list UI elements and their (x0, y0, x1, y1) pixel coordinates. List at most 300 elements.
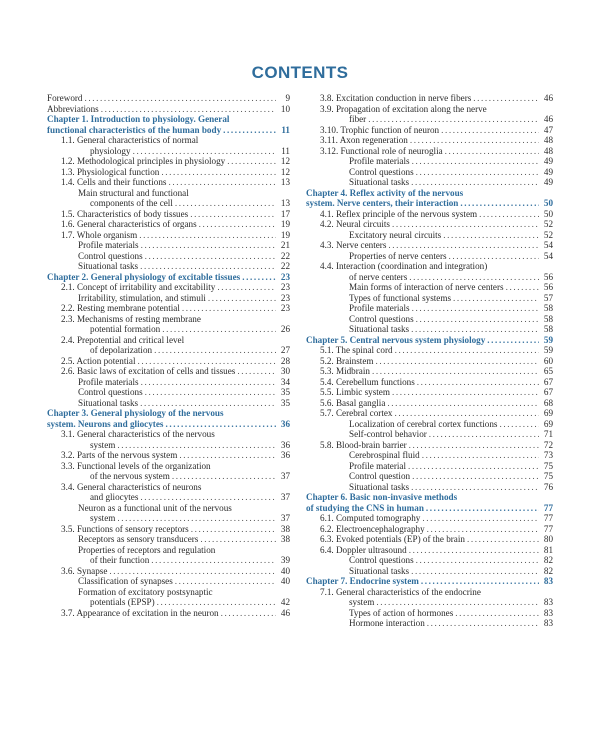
toc-entry-title: 3.1. General characteristics of the nervous (61, 429, 215, 439)
toc-page-number: 58 (543, 313, 553, 324)
toc-entry (47, 576, 290, 587)
toc-entry-title: Chapter 6. Basic non-invasive methods (306, 492, 458, 502)
toc-page-number: 40 (280, 576, 290, 586)
toc-page-number: 52 (543, 219, 553, 229)
toc-entry-title: 1.7. Whole organism (61, 229, 138, 240)
toc-entry-title: Control question (349, 471, 411, 481)
toc-page-number: 48 (543, 145, 553, 156)
toc-page-number: 19 (280, 219, 290, 229)
toc-entry-title: Cerebrospinal fluid (349, 450, 420, 460)
dot-leader (487, 335, 539, 346)
dot-leader (427, 618, 539, 629)
toc-entry-title: Situational tasks (78, 397, 139, 408)
dot-leader (223, 125, 276, 136)
toc-entry-title: Main structural and functional (78, 187, 189, 198)
toc-entry-title: 6.2. Electroencephalography (320, 523, 425, 534)
toc-entry (306, 251, 553, 262)
toc-page-number: 58 (543, 324, 553, 334)
toc-page-number: 68 (543, 397, 553, 408)
toc-entry-title: Chapter 2. General physiology of excitable tissues (47, 271, 241, 282)
dot-leader (412, 156, 539, 167)
toc-page-number: 9 (285, 93, 290, 103)
toc-entry (47, 135, 290, 146)
dot-leader (84, 93, 276, 104)
toc-entry (306, 146, 553, 157)
toc-page-number: 73 (543, 450, 553, 460)
toc-entry (306, 587, 553, 598)
toc-page-number: 77 (543, 523, 553, 534)
toc-page-number: 40 (280, 565, 290, 576)
toc-page-number: 34 (280, 376, 290, 387)
toc-page-number: 28 (280, 355, 290, 366)
toc-entry-title: Profile materials (78, 240, 139, 250)
toc-entry-title: 3.7. Appearance of excitation in the neuron (61, 607, 219, 618)
toc-entry (306, 387, 553, 398)
dot-leader (455, 608, 539, 619)
toc-entry (47, 293, 290, 304)
toc-entry (47, 324, 290, 335)
dot-leader (422, 513, 539, 524)
toc-entry (306, 293, 553, 304)
dot-leader (445, 146, 539, 157)
toc-entry-title: system. Neurons and gliocytes (47, 418, 164, 429)
toc-entry (306, 356, 553, 367)
toc-right-column (306, 93, 553, 629)
toc-entry (306, 482, 553, 493)
dot-leader (182, 303, 276, 314)
dot-leader (140, 261, 276, 272)
toc-entry-title: 5.4. Cerebellum functions (320, 376, 415, 387)
toc-page-number: 47 (543, 124, 553, 135)
toc-entry (47, 156, 290, 167)
dot-leader (101, 104, 276, 115)
toc-entry-title: Self-control behavior (349, 429, 427, 439)
toc-entry-title: Situational tasks (349, 481, 410, 492)
toc-page-number: 83 (543, 576, 553, 586)
toc-page-number: 23 (280, 282, 290, 292)
dot-leader (141, 377, 276, 388)
toc-page-number: 17 (280, 208, 290, 219)
toc-entry (47, 597, 290, 608)
toc-entry-title: Types of action of hormones (349, 607, 454, 618)
toc-page-number: 22 (280, 261, 290, 271)
toc-page-number: 56 (543, 271, 553, 282)
toc-entry-title: 5.2. Brainstem (320, 355, 374, 366)
toc-entry (47, 261, 290, 272)
toc-entry (306, 324, 553, 335)
toc-chapter-entry (306, 503, 553, 514)
toc-entry-title: Profile materials (78, 376, 139, 387)
dot-leader (392, 387, 539, 398)
toc-entry-title: 4.4. Interaction (coordination and integration) (320, 261, 488, 271)
toc-entry-title: Properties of receptors and regulation (78, 544, 216, 555)
toc-entry-title: system (90, 513, 116, 523)
toc-chapter-entry (306, 188, 553, 199)
toc-entry (47, 450, 290, 461)
toc-page-number: 26 (280, 324, 290, 334)
toc-entry (306, 156, 553, 167)
toc-entry (47, 566, 290, 577)
toc-entry-title: 2.5. Action potential (61, 355, 136, 366)
toc-entry (306, 545, 553, 556)
toc-entry (47, 188, 290, 199)
toc-entry (306, 114, 553, 125)
dot-leader (441, 125, 539, 136)
toc-entry (306, 408, 553, 419)
dot-leader (479, 209, 539, 220)
dot-leader (417, 377, 539, 388)
toc-entry (47, 482, 290, 493)
toc-entry-title: 6.4. Doppler ultrasound (320, 544, 407, 555)
dot-leader (411, 324, 539, 335)
toc-page-number: 11 (281, 124, 290, 135)
toc-entry (47, 398, 290, 409)
toc-page-number: 81 (543, 544, 553, 555)
toc-page-number: 30 (280, 366, 290, 376)
toc-page-number: 77 (543, 513, 553, 523)
toc-entry-title: system (349, 597, 375, 607)
toc-entry-title: 1.6. General characteristics of organs (61, 219, 197, 229)
dot-leader (412, 471, 539, 482)
toc-entry-title: Situational tasks (78, 261, 139, 271)
toc-entry (306, 429, 553, 440)
toc-entry (306, 608, 553, 619)
dot-leader (429, 429, 539, 440)
toc-page-number: 54 (543, 240, 553, 250)
toc-entry-title: Control questions (349, 166, 414, 177)
dot-leader (109, 566, 276, 577)
toc-left-column (47, 93, 290, 618)
toc-entry (47, 219, 290, 230)
toc-entry-title: Control questions (78, 387, 143, 397)
toc-entry (47, 366, 290, 377)
dot-leader (151, 555, 276, 566)
toc-entry (47, 335, 290, 346)
toc-entry-title: Control questions (349, 313, 414, 324)
toc-entry (47, 230, 290, 241)
toc-entry-title: Receptors as sensory transducers (78, 534, 199, 544)
toc-page-number: 22 (280, 250, 290, 261)
toc-chapter-entry (306, 198, 553, 209)
dot-leader (409, 545, 539, 556)
toc-entry (306, 167, 553, 178)
dot-leader (191, 524, 276, 535)
dot-leader (416, 555, 539, 566)
toc-entry (306, 261, 553, 272)
dot-leader (372, 366, 539, 377)
toc-entry-title: 3.12. Functional role of neuroglia (320, 145, 443, 156)
toc-chapter-entry (47, 272, 290, 283)
dot-leader (140, 492, 276, 503)
dot-leader (375, 356, 539, 367)
toc-page-number: 49 (543, 156, 553, 166)
toc-entry (306, 303, 553, 314)
dot-leader (162, 324, 276, 335)
toc-entry (47, 524, 290, 535)
toc-page-number: 13 (280, 177, 290, 187)
toc-entry-title: 3.11. Axon regeneration (320, 135, 408, 145)
toc-page-number: 67 (543, 387, 553, 397)
toc-entry (306, 555, 553, 566)
dot-leader (368, 114, 539, 125)
toc-entry (306, 240, 553, 251)
dot-leader (117, 440, 276, 451)
toc-entry-title: 3.4. General characteristics of neurons (61, 481, 202, 492)
toc-entry-title: 2.6. Basic laws of excitation of cells and tissues (61, 366, 236, 376)
dot-leader (141, 240, 276, 251)
toc-entry (306, 209, 553, 220)
toc-entry-title: Chapter 5. Central nervous system physiology (306, 334, 486, 345)
toc-page-number: 21 (280, 240, 290, 250)
toc-page-number: 36 (280, 418, 290, 429)
toc-entry (306, 534, 553, 545)
toc-page-number: 36 (280, 439, 290, 450)
toc-page-number: 83 (543, 597, 553, 607)
toc-page-number: 82 (543, 555, 553, 565)
toc-page-number: 60 (543, 355, 553, 366)
toc-entry (306, 618, 553, 629)
toc-entry-title: Foreword (47, 93, 83, 103)
toc-page-number: 49 (543, 177, 553, 187)
toc-page-number: 46 (543, 114, 553, 124)
dot-leader (449, 251, 539, 262)
toc-entry (306, 513, 553, 524)
toc-entry-title: Neuron as a functional unit of the nervous (78, 502, 232, 513)
toc-entry-title: 6.1. Computed tomography (320, 513, 421, 523)
dot-leader (175, 198, 276, 209)
toc-entry (306, 419, 553, 430)
toc-entry-title: Chapter 4. Reflex activity of the nervous (306, 187, 464, 198)
toc-page-number: 12 (280, 166, 290, 177)
dot-leader (443, 230, 539, 241)
toc-entry (306, 440, 553, 451)
toc-chapter-entry (47, 114, 290, 125)
toc-entry-title: of studying the CNS in human (306, 502, 424, 513)
toc-entry-title: 2.1. Concept of irritability and excitability (61, 282, 216, 292)
toc-chapter-entry (306, 576, 553, 587)
dot-leader (165, 419, 276, 430)
toc-entry-title: system. Nerve centers, their interaction (306, 198, 459, 208)
toc-entry-title: Formation of excitatory postsynaptic (78, 586, 213, 597)
toc-entry-title: 5.3. Midbrain (320, 366, 370, 376)
toc-page-number: 49 (543, 166, 553, 177)
dot-leader (427, 524, 539, 535)
toc-entry-title: 3.2. Parts of the nervous system (61, 450, 178, 460)
toc-entry-title: Chapter 3. General physiology of the nervous (47, 408, 224, 418)
toc-page-number: 69 (543, 418, 553, 429)
toc-entry (47, 146, 290, 157)
dot-leader (190, 209, 276, 220)
toc-entry (47, 251, 290, 262)
toc-entry (47, 93, 290, 104)
toc-entry (306, 230, 553, 241)
dot-leader (242, 272, 276, 283)
toc-entry-title: 4.3. Nerve centers (320, 240, 387, 250)
toc-entry (306, 177, 553, 188)
toc-page-number: 67 (543, 376, 553, 387)
toc-entry-title: Main forms of interaction of nerve centers (349, 282, 504, 292)
toc-page-number: 11 (281, 145, 290, 156)
toc-entry (47, 209, 290, 220)
toc-page-number: 36 (280, 450, 290, 460)
toc-entry (306, 450, 553, 461)
toc-entry (306, 135, 553, 146)
dot-leader (412, 303, 539, 314)
toc-entry (306, 461, 553, 472)
dot-leader (411, 566, 539, 577)
toc-entry-title: 3.10. Trophic function of neuron (320, 124, 440, 135)
dot-leader (133, 146, 276, 157)
toc-entry-title: 2.3. Mechanisms of resting membrane (61, 313, 201, 324)
toc-entry (306, 566, 553, 577)
dot-leader (172, 471, 276, 482)
toc-entry-title: 5.1. The spinal cord (320, 345, 393, 355)
toc-entry-title: Chapter 7. Endocrine system (306, 576, 419, 586)
toc-entry-title: 4.2. Neural circuits (320, 219, 390, 229)
dot-leader (473, 93, 539, 104)
toc-page-number: 39 (280, 555, 290, 565)
toc-page-number: 46 (280, 607, 290, 618)
toc-page-number: 35 (280, 397, 290, 408)
toc-chapter-entry (306, 492, 553, 503)
toc-entry-title: Localization of cerebral cortex functions (349, 418, 498, 429)
toc-entry-title: fiber (349, 114, 367, 124)
toc-entry (47, 545, 290, 556)
toc-chapter-entry (306, 335, 553, 346)
dot-leader (237, 366, 276, 377)
toc-entry-title: Abbreviations (47, 103, 99, 114)
toc-entry (47, 387, 290, 398)
toc-entry-title: 2.4. Prepotential and critical level (61, 334, 185, 345)
toc-page-number: 46 (543, 93, 553, 103)
toc-entry (47, 198, 290, 209)
dot-leader (138, 356, 276, 367)
toc-entry-title: components of the cell (90, 198, 173, 208)
toc-entry-title: of nerve centers (349, 271, 408, 282)
toc-page-number: 58 (543, 303, 553, 313)
dot-leader (376, 597, 539, 608)
dot-leader (175, 576, 276, 587)
toc-page-number: 71 (543, 429, 553, 439)
toc-page-number: 72 (543, 439, 553, 450)
toc-entry (47, 356, 290, 367)
toc-entry-title: Control questions (349, 555, 414, 565)
toc-entry-title: potentials (EPSP) (90, 597, 155, 607)
toc-entry (47, 608, 290, 619)
toc-page-number: 42 (280, 597, 290, 607)
toc-entry-title: 1.3. Physiological function (61, 166, 160, 177)
toc-chapter-entry (47, 408, 290, 419)
toc-page-number: 13 (280, 198, 290, 208)
toc-page-number: 65 (543, 366, 553, 376)
dot-leader (387, 398, 539, 409)
toc-entry-title: Control questions (78, 250, 143, 261)
toc-page-number: 83 (543, 618, 553, 628)
dot-leader (411, 482, 539, 493)
toc-entry (306, 377, 553, 388)
toc-page-number: 56 (543, 282, 553, 292)
toc-entry-title: Profile materials (349, 303, 410, 313)
dot-leader (140, 398, 276, 409)
toc-entry-title: of their function (90, 555, 150, 565)
toc-entry-title: of depolarization (90, 345, 153, 355)
toc-entry (47, 104, 290, 115)
toc-page-number: 57 (543, 292, 553, 303)
toc-entry-title: 1.1. General characteristics of normal (61, 135, 199, 145)
dot-leader (200, 534, 276, 545)
toc-entry-title: 3.6. Synapse (61, 565, 108, 576)
toc-page-number: 59 (543, 334, 553, 345)
dot-leader (139, 230, 276, 241)
toc-entry-title: 5.8. Blood-brain barrier (320, 439, 407, 450)
toc-entry (306, 104, 553, 115)
toc-page-number: 35 (280, 387, 290, 397)
toc-entry-title: 7.1. General characteristics of the endocrine (320, 586, 481, 597)
toc-page-number: 37 (280, 492, 290, 502)
toc-entry-title: and gliocytes (90, 492, 139, 502)
toc-page-number: 23 (280, 303, 290, 313)
dot-leader (199, 219, 276, 230)
toc-entry-title: Properties of nerve centers (349, 250, 447, 261)
toc-entry (306, 398, 553, 409)
dot-leader (161, 167, 276, 178)
toc-entry (47, 503, 290, 514)
toc-entry (47, 345, 290, 356)
toc-page-number: 77 (543, 502, 553, 513)
toc-entry-title: 1.4. Cells and their functions (61, 177, 167, 187)
toc-page-number: 10 (280, 103, 290, 114)
dot-leader (217, 282, 276, 293)
toc-entry-title: Excitatory neural circuits (349, 229, 442, 240)
toc-entry (47, 429, 290, 440)
toc-page-number: 75 (543, 471, 553, 481)
dot-leader (409, 272, 539, 283)
toc-page-number: 27 (280, 345, 290, 355)
dot-leader (422, 450, 539, 461)
toc-entry-title: 3.9. Propagation of excitation along the nerve (320, 103, 487, 114)
toc-page-number: 38 (280, 523, 290, 534)
toc-page-number: 37 (280, 513, 290, 523)
toc-entry-title: Profile material (349, 460, 407, 471)
dot-leader (416, 314, 539, 325)
dot-leader (409, 440, 539, 451)
toc-entry (47, 377, 290, 388)
toc-page-number: 69 (543, 408, 553, 418)
toc-entry-title: 5.5. Limbic system (320, 387, 390, 397)
toc-page-number: 38 (280, 534, 290, 544)
toc-entry (47, 461, 290, 472)
toc-entry-title: 5.7. Cerebral cortex (320, 408, 393, 418)
toc-entry (47, 471, 290, 482)
toc-entry-title: Classification of synapses (78, 576, 173, 586)
dot-leader (408, 461, 539, 472)
dot-leader (117, 513, 276, 524)
toc-entry-title: 1.5. Characteristics of body tissues (61, 208, 189, 219)
toc-page-number: 52 (543, 229, 553, 240)
toc-entry (47, 167, 290, 178)
dot-leader (426, 503, 539, 514)
toc-entry (47, 534, 290, 545)
toc-page-number: 19 (280, 229, 290, 240)
dot-leader (154, 345, 276, 356)
toc-entry (306, 125, 553, 136)
toc-entry-title: Situational tasks (349, 324, 410, 334)
toc-page-number: 82 (543, 565, 553, 576)
toc-page-number: 83 (543, 607, 553, 618)
toc-entry-title: Hormone interaction (349, 618, 425, 628)
toc-page-number: 23 (280, 292, 290, 303)
toc-page-number: 50 (543, 208, 553, 219)
